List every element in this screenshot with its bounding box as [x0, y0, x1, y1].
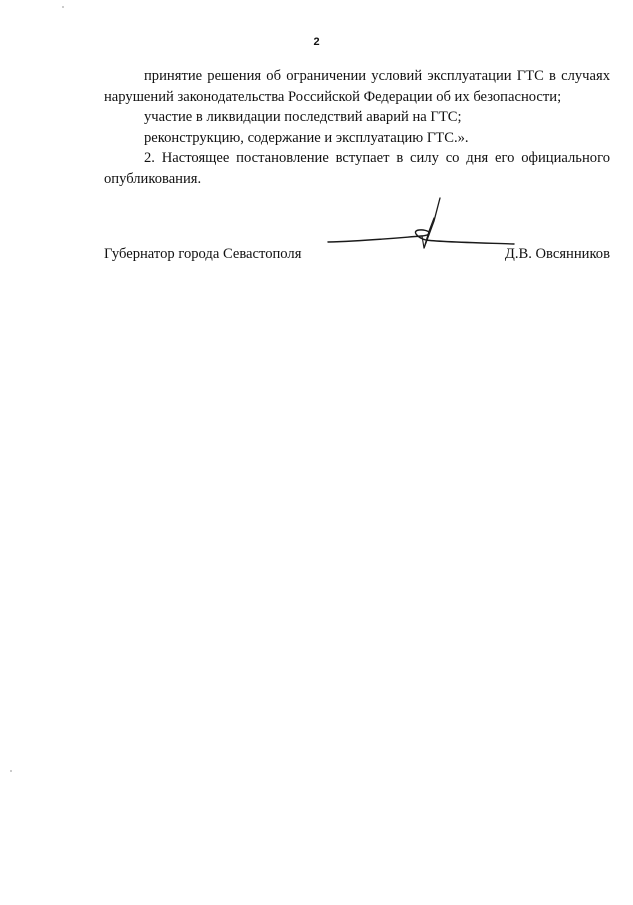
signer-title: Губернатор города Севастополя: [104, 246, 302, 262]
scan-speck: [62, 6, 64, 8]
paragraph-decision-restriction: принятие решения об ограничении условий эксплуатации ГТС в случаях нарушений законодательства Российской Федерации об их безопасности;: [104, 68, 610, 105]
paragraph-reconstruction: реконструкцию, содержание и эксплуатацию ГТС.».: [144, 129, 469, 146]
paragraph-entry-into-force: 2. Настоящее постановление вступает в силу со дня его официального опубликования.: [104, 150, 610, 187]
paragraph-accident-liquidation: участие в ликвидации последствий аварий на ГТС;: [144, 109, 462, 125]
document-body: [104, 66, 610, 189]
signer-name: Д.В. Овсянников: [504, 246, 610, 262]
scan-speck: [10, 770, 12, 772]
page-number: 2: [313, 36, 320, 48]
handwritten-signature: [326, 196, 516, 256]
